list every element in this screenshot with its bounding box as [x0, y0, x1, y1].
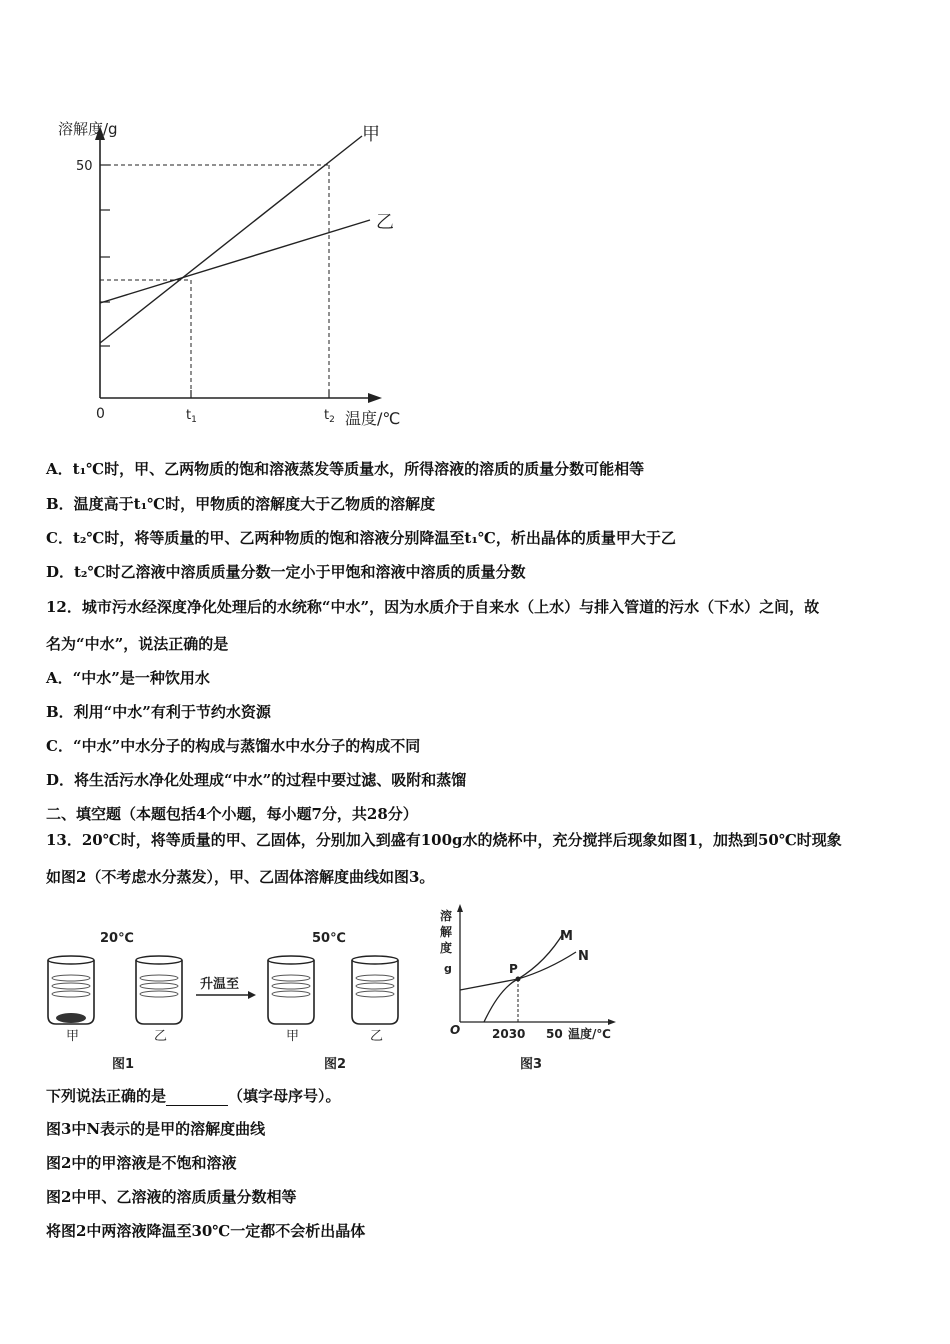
fig3-curve-n-label: N: [578, 949, 589, 964]
q13-statement-3: 图2中甲、乙溶液的溶质质量分数相等: [46, 1188, 297, 1206]
fig3-caption: 图3: [520, 1057, 543, 1072]
heating-arrow-text: 升温至: [200, 977, 240, 992]
beaker-figures: [40, 920, 420, 1080]
solubility-graph-3: [436, 900, 636, 1080]
q11-option-b: B．温度高于t₁℃时，甲物质的溶解度大于乙物质的溶解度: [46, 495, 436, 513]
q11-option-c: C．t₂℃时，将等质量的甲、乙两种物质的饱和溶液分别降温至t₁℃，析出晶体的质量甲大于乙: [46, 529, 676, 547]
beaker-label-jia-2: 甲: [286, 1029, 300, 1044]
fig3-yunit: g: [444, 962, 452, 975]
y-tick-50: 50: [76, 159, 93, 174]
fig3-xticks: 2030: [492, 1027, 526, 1041]
q11-option-d: D．t₂℃时乙溶液中溶质质量分数一定小于甲饱和溶液中溶质的质量分数: [46, 563, 526, 581]
q13-stem-line1: 13．20℃时，将等质量的甲、乙固体，分别加入到盛有100g水的烧杯中，充分搅拌后现象如图1，加热到50℃时现象: [46, 831, 842, 849]
curve-yi: [100, 220, 370, 303]
origin-label: 0: [96, 406, 105, 422]
fig3-curve-m-label: M: [560, 929, 573, 944]
q11-option-a: A．t₁℃时，甲、乙两物质的饱和溶液蒸发等质量水，所得溶液的溶质的质量分数可能相等: [46, 460, 645, 478]
fig3-ylabel-2: 解: [440, 925, 453, 939]
curve-jia: [100, 136, 362, 343]
section-2-heading: 二、填空题（本题包括4个小题，每小题7分，共28分）: [46, 805, 418, 823]
x-tick-t2: $t_2$: [324, 408, 335, 425]
fig3-point-p: P: [509, 962, 518, 976]
fig3-ylabel-1: 溶: [440, 909, 453, 923]
beaker-label-yi-1: 乙: [154, 1029, 168, 1044]
fig3-origin: O: [450, 1023, 461, 1037]
q12-option-d: D．将生活污水净化处理成“中水”的过程中要过滤、吸附和蒸馏: [46, 771, 467, 789]
solubility-graph-1: [40, 110, 420, 440]
q13-answer-blank[interactable]: [166, 1091, 228, 1106]
beaker-fig2-yi: [352, 956, 398, 1024]
curve-jia-label: 甲: [362, 124, 380, 145]
fig2-caption: 图2: [324, 1057, 347, 1072]
fig3-x50: 50: [546, 1027, 563, 1041]
q12-option-a: A．“中水”是一种饮用水: [46, 669, 210, 687]
q12-stem-line2: 名为“中水”，说法正确的是: [46, 635, 229, 653]
q13-statement-4: 将图2中两溶液降温至30℃一定都不会析出晶体: [46, 1222, 366, 1240]
solubility-graph-1-svg: [40, 110, 420, 440]
q13-statement-2: 图2中的甲溶液是不饱和溶液: [46, 1154, 237, 1172]
q12-option-c: C．“中水”中水分子的构成与蒸馏水中水分子的构成不同: [46, 737, 421, 755]
beaker-figures-svg: [40, 920, 420, 1080]
beaker-label-jia-1: 甲: [66, 1029, 80, 1044]
q13-stem-line2: 如图2（不考虑水分蒸发），甲、乙固体溶解度曲线如图3。: [46, 868, 435, 886]
beaker-fig1-yi: [136, 956, 182, 1024]
curve-yi-label: 乙: [376, 212, 394, 233]
fig3-ylabel-3: 度: [440, 941, 453, 955]
fig1-caption: 图1: [112, 1057, 135, 1072]
q12-stem-line1: 12．城市污水经深度净化处理后的水统称“中水”，因为水质介于自来水（上水）与排入管道的污水（下水）之间，故: [46, 598, 820, 616]
x-tick-t1: $t_1$: [186, 408, 197, 425]
x-axis-label: 温度/℃: [345, 409, 401, 428]
y-axis-label: 溶解度/g: [58, 120, 118, 138]
solubility-graph-3-svg: [436, 900, 636, 1080]
x-axis-arrow: [368, 393, 382, 403]
fig3-xlabel: 温度/℃: [568, 1027, 611, 1041]
undissolved-solid: [56, 1013, 86, 1023]
q13-prompt: [46, 1086, 341, 1106]
beaker-fig2-jia: [268, 956, 314, 1024]
beaker-label-yi-2: 乙: [370, 1029, 384, 1044]
beaker-fig1-jia: [48, 956, 94, 1024]
fig1-temp: 20℃: [100, 931, 134, 946]
fig2-temp: 50℃: [312, 931, 346, 946]
q12-option-b: B．利用“中水”有利于节约水资源: [46, 703, 271, 721]
q13-statement-1: 图3中N表示的是甲的溶解度曲线: [46, 1120, 266, 1138]
q13-prompt-text: 下列说法正确的是: [46, 1087, 167, 1105]
q13-prompt-suffix: （填字母序号）。: [228, 1087, 341, 1105]
